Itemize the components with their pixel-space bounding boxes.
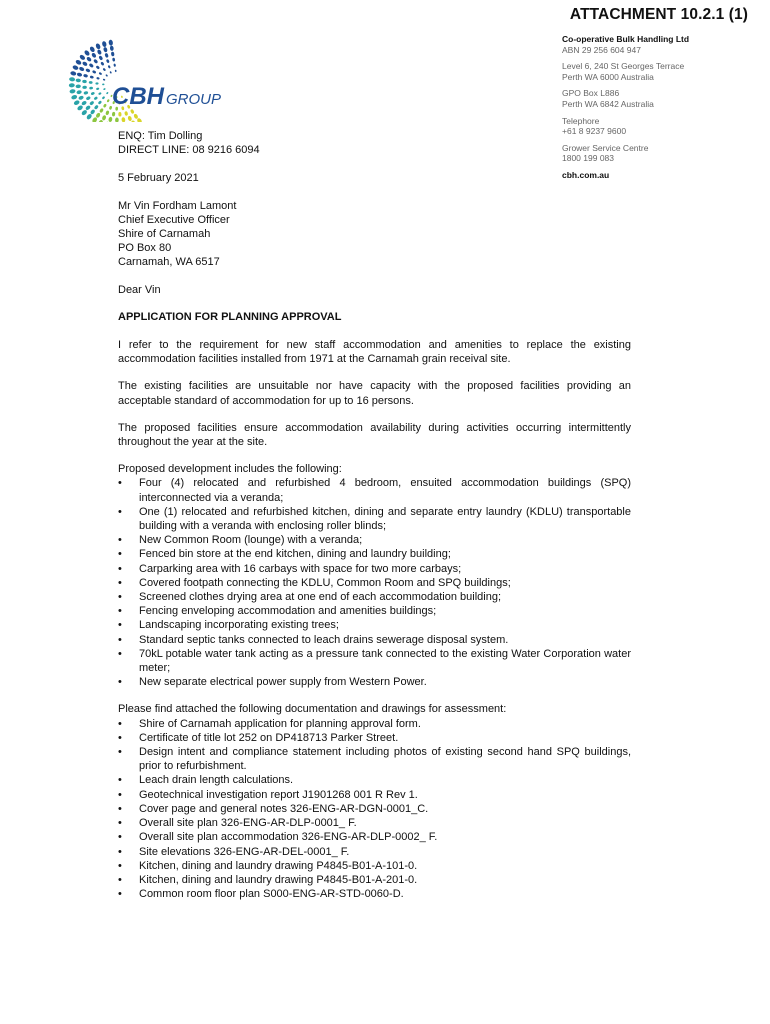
logo-dot [69,83,75,87]
logo-dot [93,59,98,64]
logo-dot [82,86,87,90]
logo-dot [75,84,80,88]
logo-dot [77,72,83,77]
logo-dot [99,72,103,75]
logo-dot [91,92,96,96]
logo-dot [133,113,139,119]
list-item: • Covered footpath connecting the KDLU, Common Room and SPQ buildings; [118,576,631,590]
logo-dot [71,94,78,100]
logo-dot [78,95,84,100]
logo-dot [83,49,90,56]
logo-dot [104,121,109,122]
company-address-line2: Perth WA 6000 Australia [562,71,654,82]
list-item: • Four (4) relocated and refurbished 4 bedroom, ensuited accommodation buildings (SPQ) interconnected via a veranda; [118,476,631,504]
development-list [118,476,631,689]
logo-dot [86,96,91,101]
logo-dot [115,117,119,122]
company-website: cbh.com.au [562,169,610,180]
list-item: • Kitchen, dining and laundry drawing P4845-B01-A-101-0. [118,859,631,873]
logo-dot [70,71,77,77]
cbh-group-logo [68,32,228,122]
list-item: • Screened clothes drying area at one end of each accommodation building; [118,590,631,604]
logo-dot [107,99,110,103]
company-po-line1: GPO Box L886 [562,88,620,99]
enq-contact: ENQ: Tim Dolling [118,130,203,142]
logo-dot [127,115,132,121]
list-item: • New Common Room (lounge) with a veranda; [118,533,631,547]
list-item: • Design intent and compliance statement including photos of existing second hand SPQ buildings, prior to refurbishment. [118,745,631,773]
logo-dot [102,68,106,72]
logo-swirl-icon [68,32,228,122]
recipient-name: Mr Vin Fordham Lamont [118,200,237,212]
logo-dot [92,70,97,74]
company-telephone-label: Telephore [562,115,600,126]
logo-dot [69,77,75,82]
logo-dot [113,64,116,67]
logo-dot [76,90,82,95]
docs-intro: Please find attached the following documentation and drawings for assessment: [118,703,507,716]
company-grower-label: Grower Service Centre [562,142,649,153]
company-abn: ABN 29 256 604 947 [562,44,641,55]
body-paragraph: The existing facilities are unsuitable nor have capacity with the proposed facilities providing an acceptable standard of accommodation for up to 16 persons. [118,380,631,407]
company-po-line2: Perth WA 6842 Australia [562,98,654,109]
logo-dot [103,88,106,90]
logo-dot [109,71,112,74]
logo-dot [108,65,111,69]
logo-dot [118,112,121,117]
logo-dot [108,39,113,45]
logo-text-sub: GROUP [166,91,222,108]
logo-dot [96,87,100,90]
logo-dot [103,103,107,108]
docs-list [118,717,631,902]
logo-dot [86,113,93,120]
logo-dot [89,81,93,84]
logo-dot [89,63,94,68]
enquiry-block [118,129,260,157]
logo-dot [95,65,100,70]
logo-dot [85,105,91,111]
logo-dot [94,104,99,109]
logo-dot [89,100,94,105]
logo-dot [104,53,108,58]
list-item: • Cover page and general notes 326-ENG-AR-DGN-0001_C. [118,802,631,816]
logo-dot [83,74,88,78]
recipient-address [118,199,236,269]
logo-dot [89,46,96,53]
logo-dot [85,68,90,73]
logo-dot [95,82,98,84]
logo-dot [101,41,107,48]
logo-dot [115,70,117,73]
logo-dot [77,105,84,112]
body-paragraph: I refer to the requirement for new staff accommodation and amenities to replace the existing accommodation facilities installed from 1971 at the Carnamah grain receival site. [118,339,631,366]
company-telephone: +61 8 9237 9600 [562,126,627,137]
logo-dot [110,45,114,51]
list-item: • Common room floor plan S000-ENG-AR-STD-0060-D. [118,887,631,901]
logo-dot [90,109,96,115]
recipient-title: Chief Executive Officer [118,214,230,226]
logo-dot [111,52,115,57]
list-item: • Shire of Carnamah application for planning approval form. [118,717,631,731]
logo-dot [98,92,102,95]
logo-dot [82,80,87,84]
logo-dot [98,100,103,105]
logo-dot [124,111,128,116]
list-item: • Leach drain length calculations. [118,773,631,787]
company-address-line1: Level 6, 240 St Georges Terrace [562,61,685,72]
logo-text-main: CBH [112,83,164,110]
logo-dot [106,59,110,64]
logo-dot [75,59,82,66]
body-paragraph: The proposed facilities ensure accommodation availability during activities occurring intermittently throughout the year at the site. [118,421,631,449]
logo-dot [81,100,87,106]
logo-dot [121,117,125,122]
development-intro: Proposed development includes the following: [118,463,342,476]
logo-dot [89,86,93,89]
logo-dot [79,66,85,71]
company-grower-phone: 1800 199 083 [562,153,614,164]
logo-dot [100,61,104,66]
letter-date: 5 February 2021 [118,172,199,184]
logo-dot [76,78,82,82]
recipient-po: PO Box 80 [118,242,172,254]
logo-dot [99,108,104,113]
list-item: • Overall site plan 326-ENG-AR-DLP-0001_ F. [118,816,631,830]
logo-dot [97,49,103,55]
logo-dot [112,112,116,117]
logo-dot [82,61,88,67]
logo-dot [103,79,106,81]
list-item: • Fencing enveloping accommodation and amenities buildings; [118,604,631,618]
logo-dot [91,52,97,58]
logo-dot [79,54,86,61]
salutation: Dear Vin [118,284,161,296]
logo-dot [69,89,76,94]
list-item: • Site elevations 326-ENG-AR-DEL-0001_ F. [118,845,631,859]
enq-direct-line: DIRECT LINE: 08 9216 6094 [118,144,260,156]
logo-dot [108,117,113,122]
logo-dot [112,58,115,62]
list-item: • Carparking area with 16 carbays with space for two more carbays; [118,562,631,576]
logo-dot [98,55,103,60]
letter-subject: APPLICATION FOR PLANNING APPROVAL [118,311,342,323]
logo-dot [83,91,88,95]
logo-dot [86,56,92,62]
logo-dot [73,100,80,106]
logo-dot [90,75,94,79]
attachment-label: ATTACHMENT 10.2.1 (1) [569,6,748,23]
list-item: • New separate electrical power supply from Western Power. [118,675,631,689]
list-item: • Kitchen, dining and laundry drawing P4845-B01-A-201-0. [118,873,631,887]
logo-dot [95,43,101,50]
company-details [562,34,762,187]
logo-dot [81,109,88,116]
list-item: • One (1) relocated and refurbished kitchen, dining and separate entry laundry (KDLU) transportable building with a veranda with enclosing roller blinds; [118,505,631,533]
logo-dot [102,115,107,121]
logo-dot [105,110,109,115]
logo-dot [102,96,106,100]
logo-dot [103,47,108,53]
logo-dot [72,65,79,71]
logo-dot [105,74,108,77]
logo-dot [102,84,104,86]
list-item: • Geotechnical investigation report J1901268 001 R Rev 1. [118,788,631,802]
list-item: • Landscaping incorporating existing trees; [118,618,631,632]
list-item: • 70kL potable water tank acting as a pressure tank connected to the existing Water Corporation water meter; [118,647,631,675]
company-name: Co-operative Bulk Handling Ltd [562,34,690,44]
logo-dot [106,92,109,95]
recipient-org: Shire of Carnamah [118,228,211,240]
logo-dot [93,96,98,100]
list-item: • Overall site plan accommodation 326-ENG-AR-DLP-0002_ F. [118,830,631,844]
list-item: • Fenced bin store at the end kitchen, dining and laundry building; [118,547,631,561]
list-item: • Certificate of title lot 252 on DP418713 Parker Street. [118,731,631,745]
list-item: • Standard septic tanks connected to leach drains sewerage disposal system. [118,633,631,647]
recipient-town: Carnamah, WA 6517 [118,256,220,268]
logo-dot [96,77,100,80]
letter-body [118,338,631,914]
